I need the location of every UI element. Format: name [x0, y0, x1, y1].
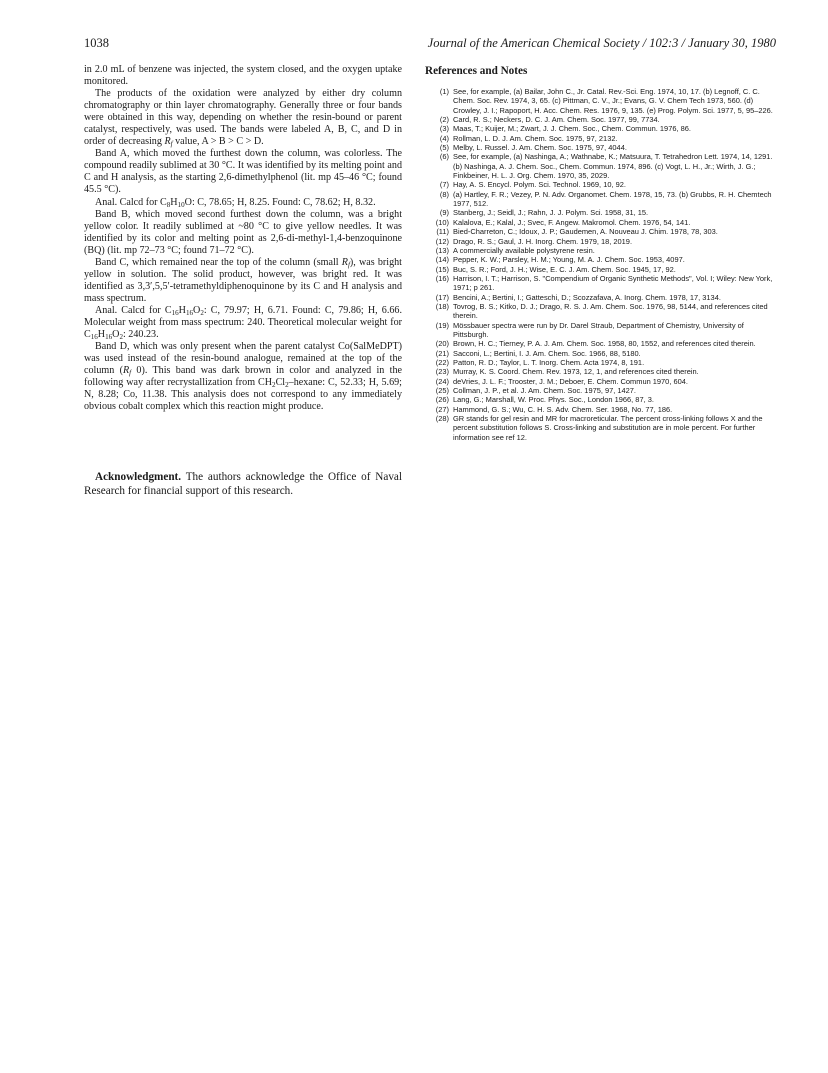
- reference-text: Hammond, G. S.; Wu, C. H. S. Adv. Chem. Ser. 1968, No. 77, 186.: [453, 404, 673, 414]
- reference-text: Collman, J. P., et al. J. Am. Chem. Soc. 1975, 97, 1427.: [453, 386, 637, 395]
- reference-text: Lang, G.; Marshall, W. Proc. Phys. Soc., London 1966, 87, 3.: [453, 395, 654, 405]
- paragraph-band-a: Band A, which moved the furthest down the column, was colorless. The compound readily sublimed at 30 °C. It was identified by its melting point and C and H analysis, as the starting 2,6-dimethylphenol (lit. mp 45–46 °C; found 45.5 °C).: [84, 148, 402, 196]
- reference-item: [425, 358, 777, 367]
- reference-text: Brown, H. C.; Tierney, P. A. J. Am. Chem. Soc. 1958, 80, 1552, and references cited therein.: [453, 339, 756, 349]
- reference-text: Kalalova, E.; Kalal, J.; Svec, F. Angew. Makromol. Chem. 1976, 54, 141.: [453, 217, 691, 227]
- reference-text: Tovrog, B. S.; Kitko, D. J.; Drago, R. S. J. Am. Chem. Soc. 1976, 98, 5144, and references cited therein.: [453, 301, 768, 321]
- reference-item: [425, 349, 777, 358]
- reference-text: (a) Hartley, F. R.; Vezey, P. N. Adv. Organomet. Chem. 1978, 15, 73. (b) Grubbs, R. H. Chemtech 1977, 512.: [453, 189, 772, 209]
- reference-text: Harrison, I. T.; Harrison, S. "Compendium of Organic Synthetic Methods", Vol. I; Wiley: New York, 1971; p 261.: [453, 273, 773, 293]
- reference-number: (1): [439, 87, 449, 96]
- paragraph-band-a-analysis: Anal. Calcd for $C_8H_{10}O$: C, 78.65; H, 8.25. Found: C, 78.62; H, 8.32.: [95, 196, 376, 209]
- reference-number: (9): [439, 208, 449, 218]
- reference-number: (11): [436, 227, 449, 237]
- reference-number: (10): [435, 217, 449, 227]
- references-list: [425, 87, 777, 442]
- paragraph-band-c: Band C, which remained near the top of the column (small $R_f$), was bright yellow in solution. The solid product, however, was bright red. It was identified as 3,3′,5,5′-tetramethyldiphenoquinone by its C and H analysis and mass spectrum.: [84, 256, 402, 304]
- paragraph-band-c-analysis: Anal. Calcd for $C_{16}H_{16}O_2$: C, 79.97; H, 6.71. Found: C, 79.86; H, 6.66. Molecular weight from mass spectrum: 240. Theoretical molecular weight for $C_{16}H_{16}O_2$: 240.23.: [84, 304, 402, 341]
- reference-item: [425, 395, 777, 404]
- reference-number: (4): [439, 133, 449, 143]
- reference-number: (22): [435, 357, 449, 367]
- reference-item: [425, 405, 777, 414]
- reference-item: [425, 339, 777, 348]
- reference-text: Pepper, K. W.; Parsley, H. M.; Young, M. A. J. Chem. Soc. 1953, 4097.: [453, 255, 685, 265]
- reference-item: [425, 414, 777, 442]
- reference-item: [425, 321, 777, 340]
- reference-item: [425, 152, 777, 180]
- reference-item: [425, 237, 777, 246]
- reference-number: (25): [435, 386, 449, 395]
- reference-text: Patton, R. D.; Taylor, L. T. Inorg. Chem. Acta 1974, 8, 191.: [453, 357, 645, 367]
- reference-number: (21): [435, 348, 449, 358]
- reference-text: Mössbauer spectra were run by Dr. Darel Straub, Department of Chemistry, University of Pittsburgh.: [453, 320, 744, 339]
- reference-item: [425, 227, 777, 236]
- reference-text: A commercially available polystyrene resin.: [453, 245, 595, 255]
- reference-number: (14): [435, 255, 449, 265]
- reference-number: (16): [435, 273, 449, 283]
- paragraph-band-d: Band D, which was only present when the parent catalyst Co(SalMeDPT) was used instead of the resin-bound analogue, remained at the top of the column ($R_f$ 0). This band was dark brown in color and analyzed in the following way after recrystallization from $CH_2Cl_2$–hexane: C, 52.33; H, 5.69; N, 8.28; Co, 11.38. This analysis does not correspond to any immediately obvious cobalt complex which this reaction might produce.: [84, 341, 402, 413]
- reference-text: Hay, A. S. Encycl. Polym. Sci. Technol. 1969, 10, 92.: [453, 180, 626, 190]
- reference-number: (2): [439, 115, 449, 125]
- reference-text: Sacconi, L.; Bertini, I. J. Am. Chem. Soc. 1966, 88, 5180.: [453, 348, 641, 358]
- reference-number: (26): [435, 395, 449, 405]
- reference-item: [425, 87, 777, 115]
- reference-item: [425, 367, 777, 376]
- references-column: [425, 64, 777, 442]
- reference-item: [425, 143, 777, 152]
- reference-item: [425, 124, 777, 133]
- reference-number: (3): [439, 124, 449, 134]
- reference-number: (5): [439, 143, 449, 153]
- body-text-column: [84, 64, 402, 498]
- reference-number: (6): [439, 152, 449, 162]
- reference-number: (27): [435, 404, 449, 414]
- reference-item: [425, 115, 777, 124]
- acknowledgment: [84, 471, 402, 498]
- reference-number: (28): [435, 414, 449, 424]
- reference-item: [425, 255, 777, 264]
- reference-number: (19): [435, 320, 449, 330]
- reference-text: See, for example, (a) Bailar, John C., Jr. Catal. Rev.-Sci. Eng. 1974, 10, 17. (b) Legnoff, C. C. Chem. Soc. Rev. 1974, 3, 65. (c) Pittman, C. V., Jr.; Evans, G. V. Chem Tech 1973, 560. (d) Crowley, J. I.; Rapoport, H. Acc. Chem. Res. 1976, 9, 135. (e) Prog. Polym. Sci. 1977, 5, 95–226.: [453, 87, 773, 115]
- page-header: [84, 36, 776, 52]
- reference-number: (7): [439, 180, 449, 190]
- reference-number: (17): [435, 292, 449, 302]
- reference-item: [425, 302, 777, 321]
- reference-text: Card, R. S.; Neckers, D. C. J. Am. Chem. Soc. 1977, 99, 7734.: [453, 115, 660, 125]
- reference-number: (24): [435, 376, 449, 386]
- reference-item: [425, 208, 777, 217]
- reference-text: Drago, R. S.; Gaul, J. H. Inorg. Chem. 1979, 18, 2019.: [453, 236, 633, 246]
- reference-item: [425, 246, 777, 255]
- reference-item: [425, 377, 777, 386]
- reference-text: Stanberg, J.; Seidl, J.; Rahn, J. J. Polym. Sci. 1958, 31, 15.: [453, 208, 649, 218]
- reference-item: [425, 265, 777, 274]
- reference-number: (12): [435, 236, 449, 246]
- page-number: 1038: [84, 36, 109, 50]
- paragraph-oxygen-uptake: in 2.0 mL of benzene was injected, the system closed, and the oxygen uptake monitored.: [84, 64, 402, 88]
- reference-text: Rollman, L. D. J. Am. Chem. Soc. 1975, 97, 2132.: [453, 133, 618, 143]
- reference-text: See, for example, (a) Nashinga, A.; Wathnabe, K.; Matsuura, T. Tetrahedron Lett. 1974, 14, 1291. (b) Nashinga, A. J. Chem. Soc., Chem. Commun. 1974, 896. (c) Vogt, L. H., Jr.; Wirth, J. G.; Finkbeiner, H. L. J. Org. Chem. 1970, 35, 2029.: [453, 152, 773, 181]
- reference-text: Bencini, A.; Bertini, I.; Gatteschi, D.; Scozzafava, A. Inorg. Chem. 1978, 17, 3134.: [453, 292, 721, 302]
- paragraph-band-b: Band B, which moved second furthest down the column, was a bright yellow color. It readily sublimed at ~80 °C to give yellow needles. It was identified by its color and melting point as 2,6-di-methyl-1,4-benzoquinone (BQ) (lit. mp 72–73 °C; found 71–72 °C).: [84, 208, 402, 256]
- journal-running-head: Journal of the American Chemical Society / 102:3 / January 30, 1980: [427, 36, 776, 50]
- reference-item: [425, 190, 777, 209]
- reference-text: Buc, S. R.; Ford, J. H.; Wise, E. C. J. Am. Chem. Soc. 1945, 17, 92.: [453, 264, 676, 274]
- acknowledgment-text: The authors acknowledge the Office of Naval Research for financial support of this research.: [84, 471, 402, 497]
- reference-number: (20): [435, 339, 449, 349]
- reference-item: [425, 134, 777, 143]
- acknowledgment-heading: Acknowledgment.: [95, 471, 182, 484]
- reference-item: [425, 386, 777, 395]
- reference-number: (13): [435, 245, 449, 255]
- reference-number: (8): [439, 189, 449, 199]
- reference-text: Maas, T.; Kuijer, M.; Zwart, J. J. Chem. Soc., Chem. Commun. 1976, 86.: [453, 124, 691, 134]
- reference-item: [425, 218, 777, 227]
- reference-number: (18): [435, 301, 449, 311]
- reference-text: Bied-Charreton, C.; Idoux, J. P.; Gaudemen, A. Nouveau J. Chim. 1978, 78, 303.: [453, 227, 718, 237]
- reference-item: [425, 274, 777, 293]
- reference-number: (15): [435, 264, 449, 274]
- reference-text: Melby, L. Russel. J. Am. Chem. Soc. 1975, 97, 4044.: [453, 143, 627, 153]
- reference-number: (23): [435, 367, 449, 377]
- reference-text: GR stands for gel resin and MR for macroreticular. The percent cross-linking follows X and the percent substitution follows S. Cross-linking and substitution are in mole percent. For further information see ref 12.: [453, 414, 763, 442]
- reference-text: deVries, J. L. F.; Trooster, J. M.; Deboer, E. Chem. Commun 1970, 604.: [453, 376, 688, 386]
- reference-item: [425, 293, 777, 302]
- paragraph-chromatography: The products of the oxidation were analyzed by either dry column chromatography or thin layer chromatography. Generally three or four bands were obtained in this way, depending on whether the resin-bound or parent catalyst, respectively, was used. The bands were labeled A, B, C, and D in order of decreasing $R_f$ value, A > B > C > D.: [84, 88, 402, 149]
- references-heading: References and Notes: [425, 65, 528, 77]
- reference-text: Murray, K. S. Coord. Chem. Rev. 1973, 12, 1, and references cited therein.: [453, 367, 699, 377]
- reference-item: [425, 180, 777, 189]
